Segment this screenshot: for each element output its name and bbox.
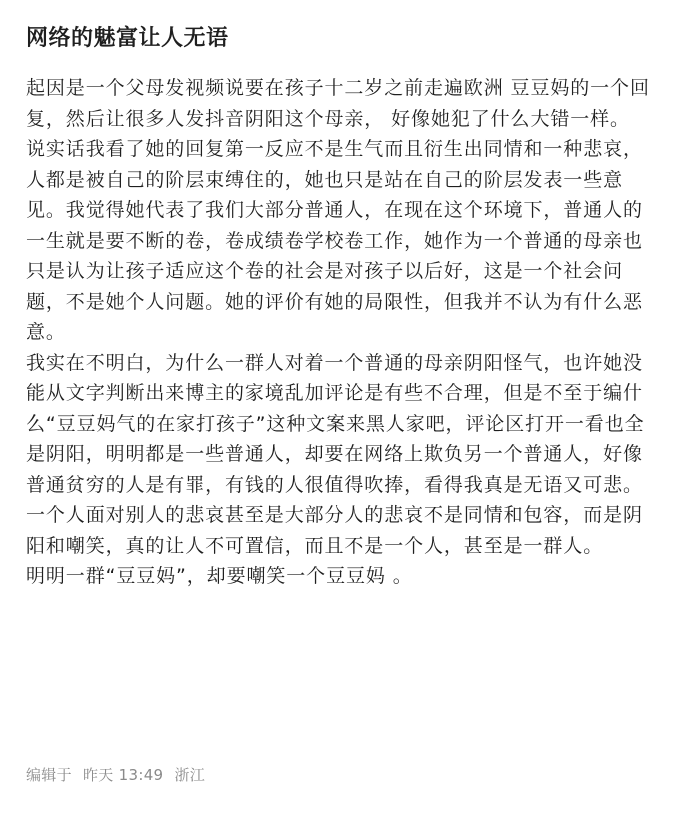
edited-time: 昨天 13:49 [82,766,164,784]
edited-label: 编辑于 [26,766,72,784]
post-body [26,73,657,592]
ip-location: 浙江 [174,766,206,784]
post-paragraph: 明明一群“豆豆妈”，却要嘲笑一个豆豆妈 。 [26,565,413,587]
post-meta [26,764,205,786]
post-paragraph: 说实话我看了她的回复第一反应不是生气而且衍生出同情和一种悲哀，人都是被自己的阶层束缚住的，她也只是站在自己的阶层发表一些意见。我觉得她代表了我们大部分普通人，在现在这个环境下，普通人的一生就是要不断的卷，卷成绩卷学校卷工作，她作为一个普通的母亲也只是认为让孩子适应这个卷的社会是对孩子以后好，这是一个社会问题，不是她个人问题。她的评价有她的局限性，但我并不认为有什么恶意。 [26,138,643,343]
post-paragraph: 起因是一个父母发视频说要在孩子十二岁之前走遍欧洲 豆豆妈的一个回复，然后让很多人发抖音阴阳这个母亲， 好像她犯了什么大错一样。 [26,77,650,130]
post-paragraph: 我实在不明白，为什么一群人对着一个普通的母亲阴阳怪气，也许她没能从文字判断出来博主的家境乱加评论是有些不合理，但是不至于编什么“豆豆妈气的在家打孩子”这种文案来黑人家吧，评论区打开一看也全是阴阳，明明都是一些普通人，却要在网络上欺负另一个普通人，好像普通贫穷的人是有罪，有钱的人很值得吹捧，看得我真是无语又可悲。一个人面对别人的悲哀甚至是大部分人的悲哀不是同情和包容，而是阴阳和嘲笑，真的让人不可置信，而且不是一个人，甚至是一群人。 [26,351,645,557]
post-title: 网络的魅富让人无语 [26,26,229,51]
